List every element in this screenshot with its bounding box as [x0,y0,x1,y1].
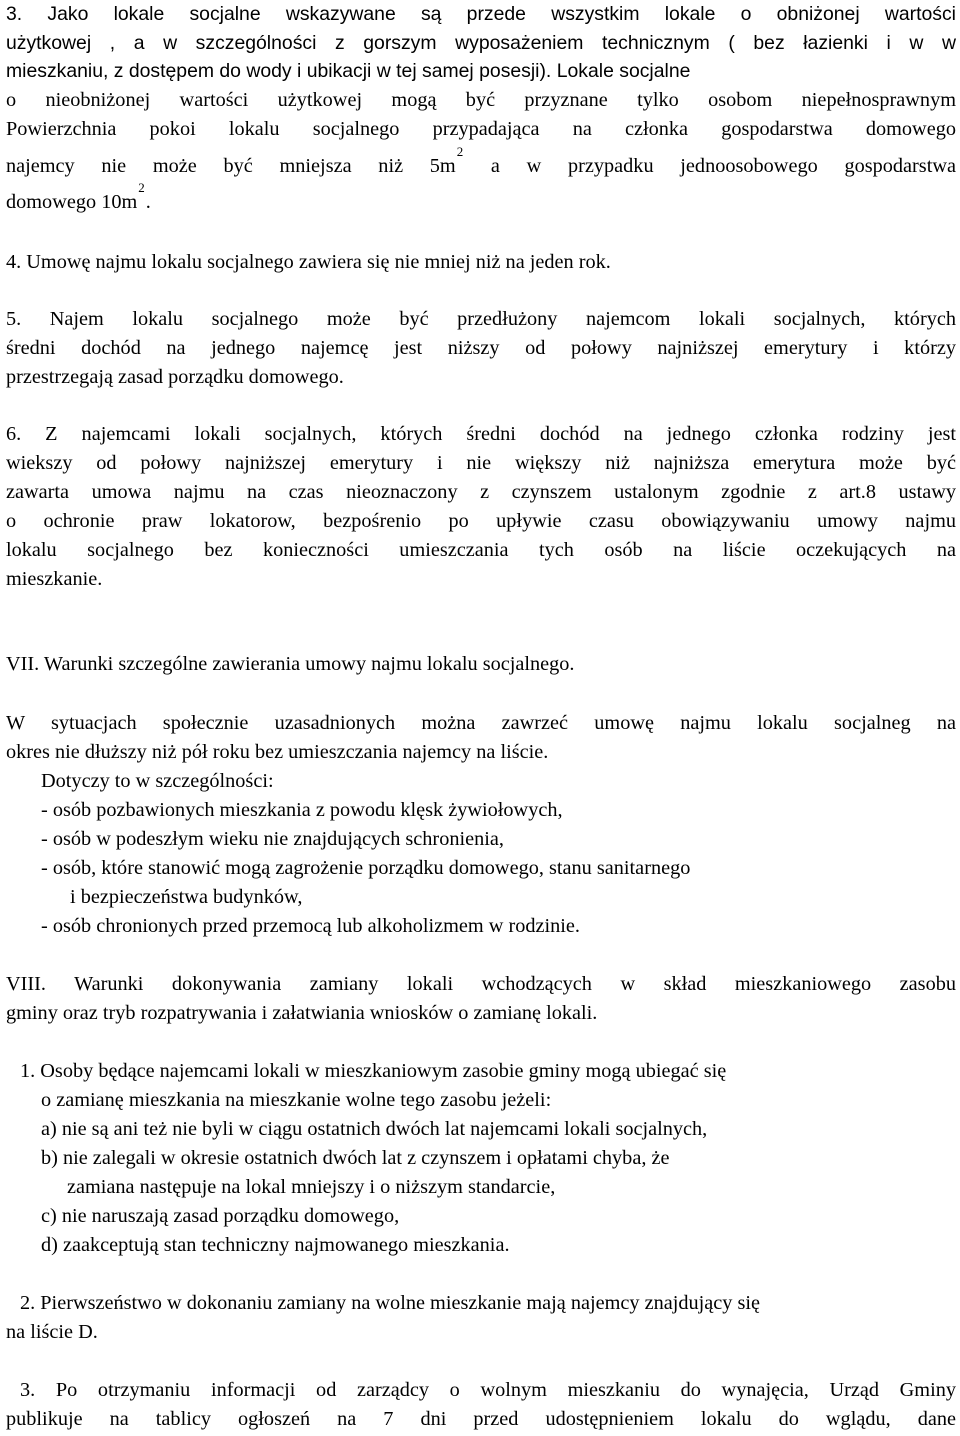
item-3-line-7-end: . [145,191,151,213]
section-8-item-2-line-1: 2. Pierwszeństwo w dokonaniu zamiany na wolne mieszkanie mają najemcy znajdujący się [20,1292,761,1314]
section-7-bullet-1: - osób pozbawionych mieszkania z powodu klęsk żywiołowych, [41,799,563,821]
superscript-2: 2 [138,180,145,195]
section-8-item-2-line-2: na liście D. [6,1321,98,1343]
item-3-line-6-end: a w przypadku jednoosobowego gospodarstwa [490,155,956,177]
section-8-condition-b: b) nie zalegali w okresie ostatnich dwóch lat z czynszem i opłatami chyba, że [41,1147,670,1169]
section-8-condition-b-continuation: zamiana następuje na lokal mniejszy i o niższym standarcie, [67,1176,556,1198]
section-8-item-1-line-1: 1. Osoby będące najemcami lokali w mieszkaniowym zasobie gminy mogą ubiegać się [20,1060,727,1082]
item-3-line-5: Powierzchnia pokoi lokalu socjalnego przypadająca na członka gospodarstwa domowego [6,118,956,140]
section-8-heading-line-1: VIII. Warunki dokonywania zamiany lokali wchodzących w skład mieszkaniowego zasobu [6,973,956,995]
item-6-line-1: 6. Z najemcami lokali socjalnych, których średni dochód na jednego członka rodziny jest [6,423,956,445]
item-6-line-4: o ochronie praw lokatorow, bezpośrenio po upływie czasu obowiązywaniu umowy najmu [6,510,956,532]
item-3-line-3-text: mieszkaniu, z dostępem do wody i ubikacji w tej samej posesji). [6,60,552,82]
item-4: 4. Umowę najmu lokalu socjalnego zawiera się nie mniej niż na jeden rok. [6,251,611,273]
item-3-line-7 [6,180,151,218]
section-8-item-3-line-2: publikuje na tablicy ogłoszeń na 7 dni przed udostępnieniem lokalu do wglądu, dane [6,1408,956,1430]
section-7-bullet-3: - osób, które stanowić mogą zagrożenie porządku domowego, stanu sanitarnego [41,857,691,879]
item-3-line-7-start: domowego 10m [6,191,138,213]
section-8-condition-a: a) nie są ani też nie byli w ciągu ostatnich dwóch lat najemcami lokali socjalnych, [41,1118,708,1140]
item-3-line-2: użytkowej , a w szczególności z gorszym wyposażeniem technicznym ( bez łazienki i w w [6,32,956,54]
item-5-line-2: średni dochód na jednego najemcę jest niższy od połowy najniższej emerytury i którzy [6,337,956,359]
section-7-heading: VII. Warunki szczególne zawierania umowy najmu lokalu socjalnego. [6,653,575,675]
item-6-line-6: mieszkanie. [6,568,103,590]
item-5-line-1: 5. Najem lokalu socjalnego może być przedłużony najemcom lokali socjalnych, których [6,308,956,330]
item-3-line-6-start: najemcy nie może być mniejsza niż 5m [6,155,456,177]
item-6-line-3: zawarta umowa najmu na czas nieoznaczony z czynszem ustalonym zgodnie z art.8 ustawy [6,481,956,503]
section-8-condition-c: c) nie naruszają zasad porządku domowego, [41,1205,400,1227]
section-7-paragraph-line-1: W sytuacjach społecznie uzasadnionych można zawrzeć umowę najmu lokalu socjalneg na [6,712,956,734]
section-8-item-1-line-2: o zamianę mieszkania na mieszkanie wolne tego zasobu jeżeli: [41,1089,552,1111]
section-7-bullet-3-continuation: i bezpieczeństwa budynków, [70,886,303,908]
superscript-2: 2 [456,144,464,159]
item-6-line-5: lokalu socjalnego bez konieczności umieszczania tych osób na liście oczekujących na [6,539,956,561]
item-3-line-3 [6,57,690,85]
section-7-bullet-2: - osób w podeszłym wieku nie znajdujących schronienia, [41,828,504,850]
section-7-bullet-4: - osób chronionych przed przemocą lub alkoholizmem w rodzinie. [41,915,580,937]
section-8-heading-line-2: gminy oraz tryb rozpatrywania i załatwiania wniosków o zamianę lokali. [6,1002,598,1024]
item-3-line-4: o nieobniżonej wartości użytkowej mogą być przyznane tylko osobom niepełnosprawnym [6,89,956,111]
item-5-line-3: przestrzegają zasad porządku domowego. [6,366,344,388]
item-6-line-2: wiekszy od połowy najniższej emerytury i nie większy niż najniższa emerytura może być [6,452,956,474]
item-3-line-3-tail: Lokale socjalne [551,60,691,82]
item-3-line-6 [6,144,956,182]
item-3-line-1: 3. Jako lokale socjalne wskazywane są przede wszystkim lokale o obniżonej wartości [6,3,956,25]
section-7-paragraph-line-2: okres nie dłuższy niż pół roku bez umieszczania najemcy na liście. [6,741,549,763]
section-7-intro: Dotyczy to w szczególności: [41,770,274,792]
section-8-item-3-line-1: 3. Po otrzymaniu informacji od zarządcy o wolnym mieszkaniu do wynajęcia, Urząd Gminy [20,1379,956,1401]
section-8-condition-d: d) zaakceptują stan techniczny najmowanego mieszkania. [41,1234,510,1256]
